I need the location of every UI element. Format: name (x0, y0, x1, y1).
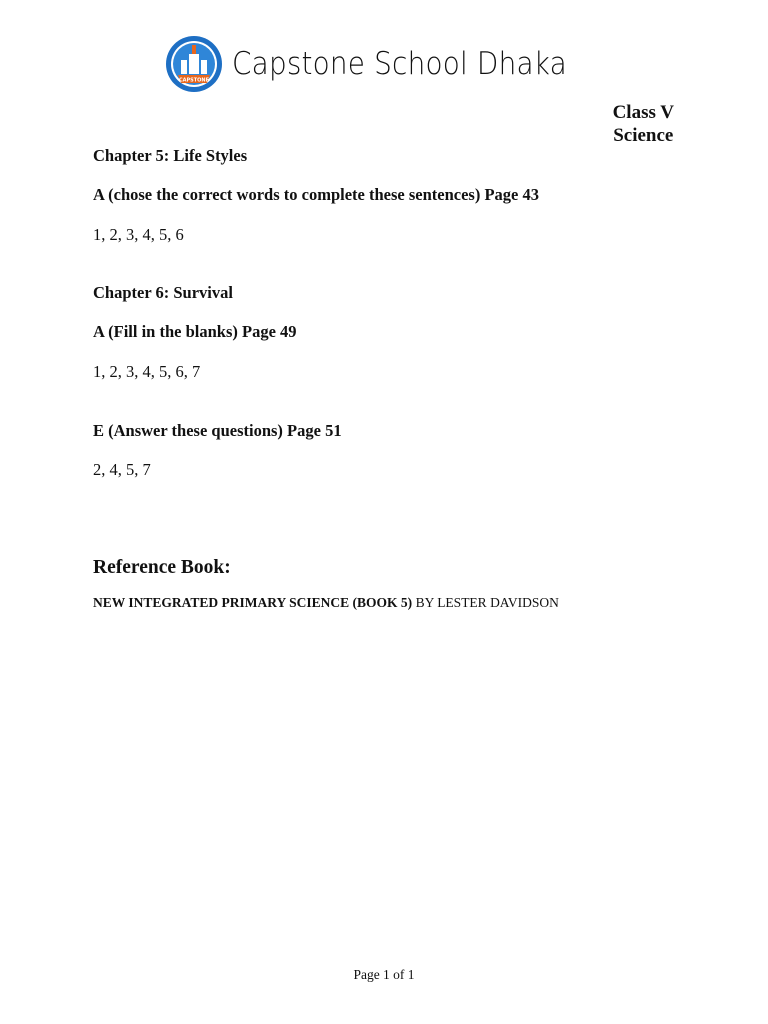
document-header (0, 34, 768, 94)
reference-book-author: BY LESTER DAVIDSON (412, 595, 559, 610)
school-name: Capstone School Dhaka (231, 46, 567, 82)
question-numbers: 1, 2, 3, 4, 5, 6 (93, 225, 184, 244)
exercise-instruction: E (Answer these questions) Page 51 (93, 421, 342, 440)
chapter-heading: Chapter 5: Life Styles (93, 146, 248, 165)
question-numbers: 1, 2, 3, 4, 5, 6, 7 (93, 362, 201, 381)
question-numbers: 2, 4, 5, 7 (93, 460, 151, 479)
exercise-instruction: A (Fill in the blanks) Page 49 (93, 322, 297, 341)
class-label: Class V (612, 102, 674, 123)
school-logo-icon (164, 34, 224, 94)
chapter-heading: Chapter 6: Survival (93, 283, 233, 302)
subject-label: Science (613, 125, 674, 146)
reference-book (93, 595, 559, 611)
class-subject-block (613, 101, 674, 147)
exercise-instruction: A (chose the correct words to complete these sentences) Page 43 (93, 185, 539, 204)
page-number: Page 1 of 1 (353, 967, 415, 982)
reference-book-title: NEW INTEGRATED PRIMARY SCIENCE (BOOK 5) (93, 595, 413, 610)
reference-heading: Reference Book: (93, 557, 231, 578)
logo-text: CAPSTONE (178, 77, 210, 84)
